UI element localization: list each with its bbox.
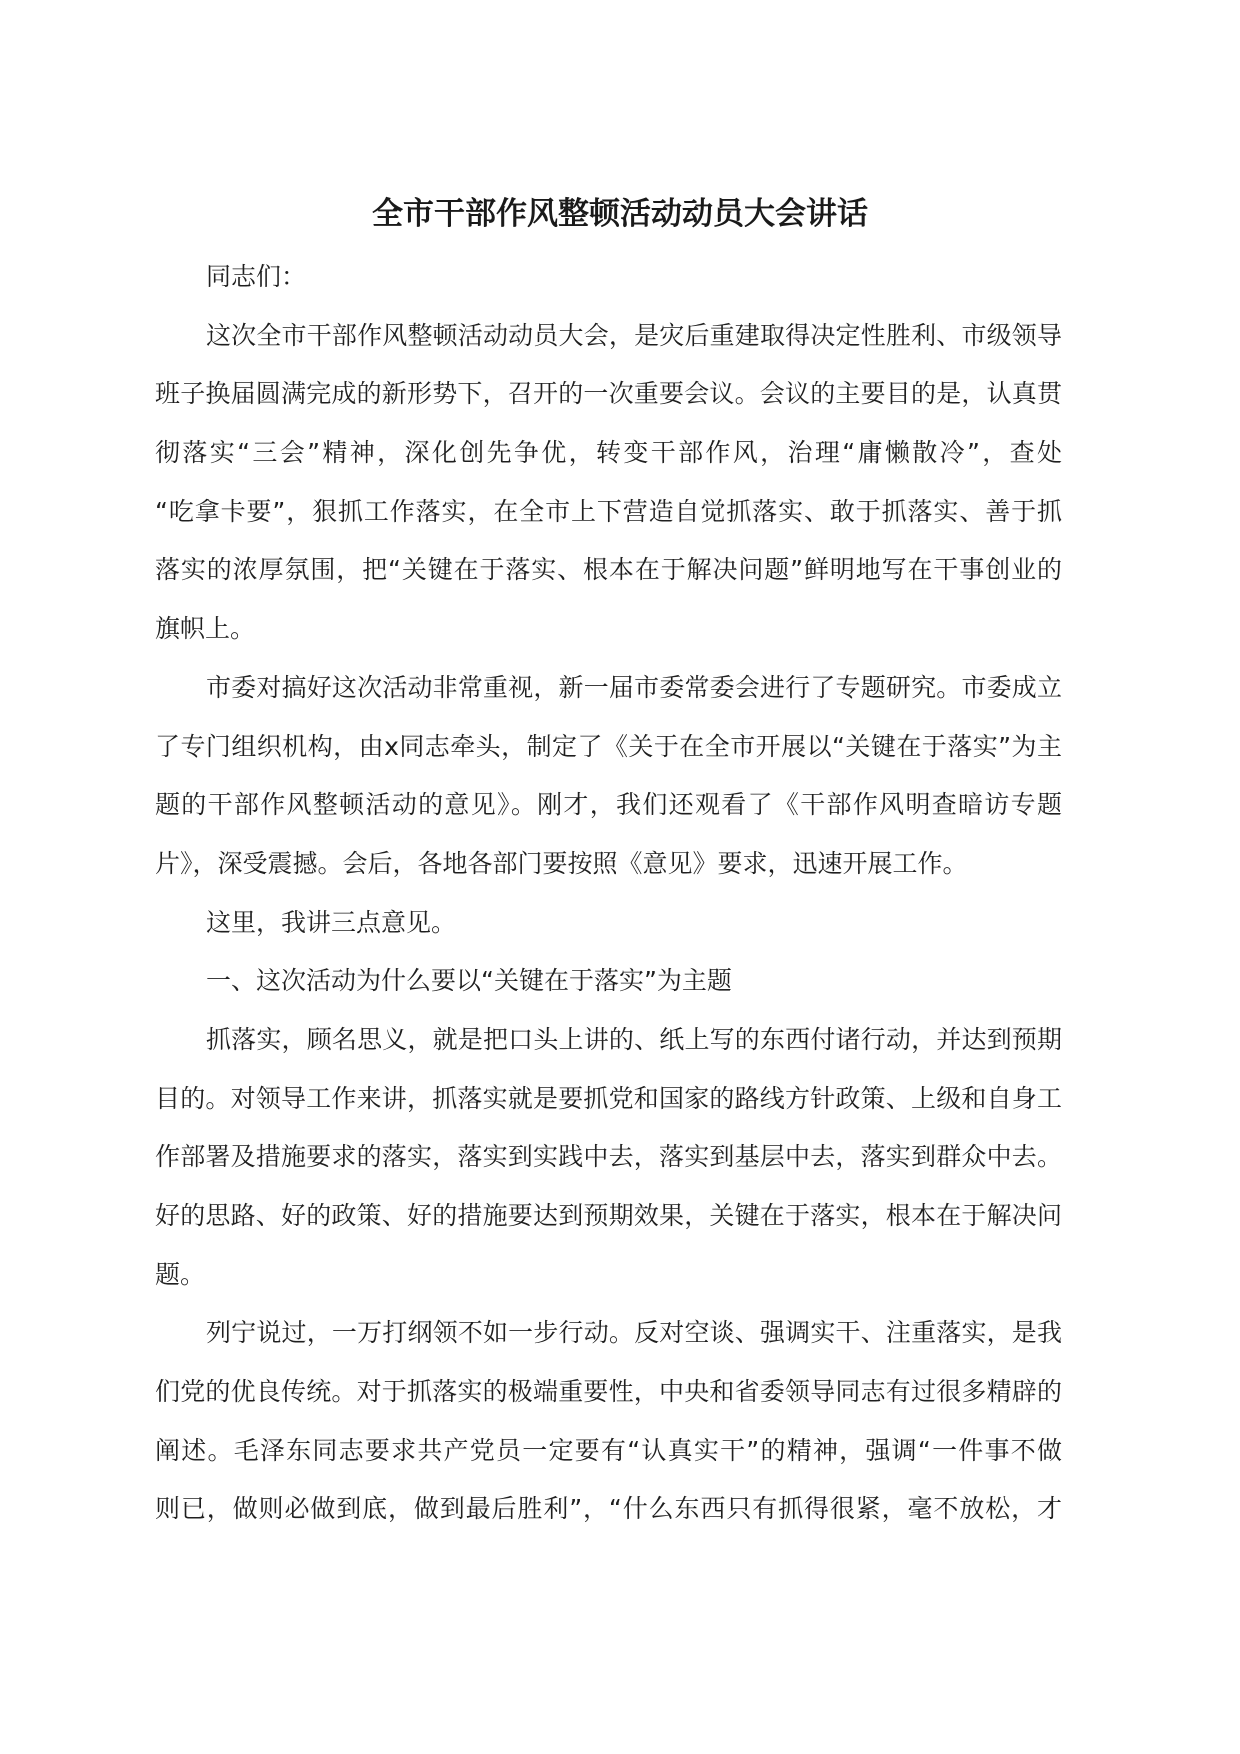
paragraph-line: 阐述。毛泽东同志要求共产党员一定要有“认真实干”的精神，强调“一件事不做 [155,1435,1062,1465]
paragraph-line: 们党的优良传统。对于抓落实的极端重要性，中央和省委领导同志有过很多精辟的 [155,1377,1062,1407]
paragraph-line: 旗帜上。 [155,614,256,644]
paragraph-line: 落实的浓厚氛围，把“关键在于落实、根本在于解决问题”鲜明地写在干事创业的 [155,555,1062,585]
paragraph-line: 题。 [155,1259,206,1289]
paragraph-line: 彻落实“三会”精神，深化创先争优，转变干部作风，治理“庸懒散冷”，查处 [155,438,1062,468]
paragraph-line: 作部署及措施要求的落实，落实到实践中去，落实到基层中去，落实到群众中去。 [155,1142,1062,1172]
paragraph-line: 市委对搞好这次活动非常重视，新一届市委常委会进行了专题研究。市委成立 [206,672,1062,702]
document-body [155,248,1085,1539]
paragraph-line: 抓落实，顾名思义，就是把口头上讲的、纸上写的东西付诸行动，并达到预期 [206,1024,1062,1054]
paragraph-line: 这里，我讲三点意见。 [206,907,457,937]
paragraph [155,1304,1085,1539]
paragraph [155,307,1085,659]
paragraph-line: 则已，做则必做到底，做到最后胜利”，“什么东西只有抓得很紧，毫不放松，才 [155,1494,1062,1524]
paragraph-line: 班子换届圆满完成的新形势下，召开的一次重要会议。会议的主要目的是，认真贯 [155,379,1062,409]
paragraph-line: 片》，深受震撼。会后，各地各部门要按照《意见》要求，迅速开展工作。 [155,848,968,878]
section-heading-line: 一、这次活动为什么要以“关键在于落实”为主题 [206,966,732,996]
paragraph-line: 列宁说过，一万打纲领不如一步行动。反对空谈、强调实干、注重落实，是我 [206,1318,1062,1348]
paragraph-line: 了专门组织机构，由x同志牵头，制定了《关于在全市开展以“关键在于落实”为主 [155,731,1062,761]
document-title: 全市干部作风整顿活动动员大会讲话 [372,196,868,232]
greeting [155,248,1085,307]
paragraph-line: 题的干部作风整顿活动的意见》。刚才，我们还观看了《干部作风明查暗访专题 [155,790,1062,820]
paragraph-line: 这次全市干部作风整顿活动动员大会，是灾后重建取得决定性胜利、市级领导 [206,320,1062,350]
greeting-line: 同志们： [206,262,307,291]
paragraph [155,659,1085,894]
paragraph [155,1011,1085,1304]
section-heading [155,952,1085,1011]
paragraph-line: “吃拿卡要”，狠抓工作落实，在全市上下营造自觉抓落实、敢于抓落实、善于抓 [155,496,1062,526]
paragraph-line: 好的思路、好的政策、好的措施要达到预期效果，关键在于落实，根本在于解决问 [155,1201,1062,1230]
paragraph-line: 目的。对领导工作来讲，抓落实就是要抓党和国家的路线方针政策、上级和自身工 [155,1083,1062,1113]
paragraph [155,894,1085,953]
